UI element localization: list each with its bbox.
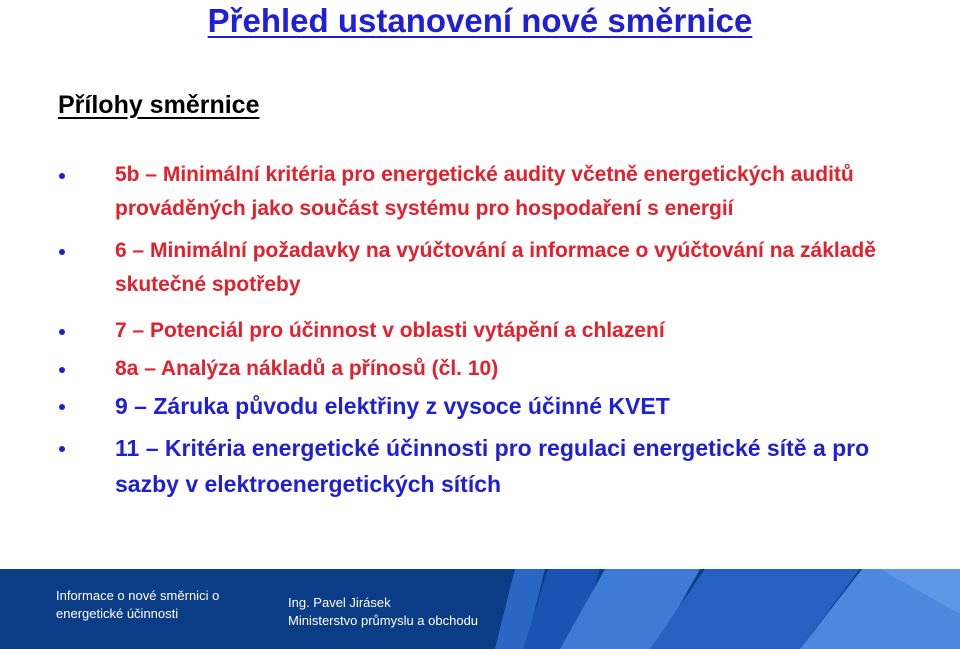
- bullet-icon: [59, 249, 65, 255]
- footer-title-line2: energetické účinnosti: [56, 606, 179, 621]
- list-item-text: 9 – Záruka původu elektřiny z vysoce účinné KVET: [115, 393, 670, 419]
- section-subtitle: Přílohy směrnice: [58, 91, 260, 119]
- list-item-text: 11 – Kritéria energetické účinnosti pro regulaci energetické sítě a pro sazby v elektroenergetických sítích: [115, 435, 870, 497]
- list-item-text: 8a – Analýza nákladů a přínosů (čl. 10): [115, 357, 499, 380]
- footer-author-info: [288, 594, 478, 630]
- list-item: [0, 353, 960, 387]
- bullet-icon: [59, 404, 65, 410]
- list-item: [0, 432, 960, 504]
- annex-list: [0, 159, 960, 504]
- bullet-icon: [59, 173, 65, 179]
- bullet-icon: [59, 446, 65, 452]
- list-item-text: 6 – Minimální požadavky na vyúčtování a informace o vyúčtování na základě skutečné spotřeby: [115, 239, 876, 296]
- footer-organization: Ministerstvo průmyslu a obchodu: [288, 613, 479, 628]
- list-item: [0, 390, 960, 426]
- list-item: [0, 159, 960, 227]
- slide-title: Přehled ustanovení nové směrnice: [207, 2, 753, 39]
- footer-title-line1: Informace o nové směrnici o: [56, 588, 220, 603]
- footer-bar: [0, 569, 960, 649]
- list-item: [0, 235, 960, 303]
- list-item-text: 7 – Potenciál pro účinnost v oblasti vytápění a chlazení: [115, 319, 665, 342]
- bullet-icon: [59, 367, 65, 373]
- bullet-icon: [59, 329, 65, 335]
- footer-author: Ing. Pavel Jirásek: [288, 595, 391, 610]
- footer-presentation-info: [56, 587, 219, 623]
- list-item: [0, 315, 960, 349]
- list-item-text: 5b – Minimální kritéria pro energetické audity včetně energetických auditů prováděných jako součást systému pro hospodaření s energií: [115, 163, 854, 220]
